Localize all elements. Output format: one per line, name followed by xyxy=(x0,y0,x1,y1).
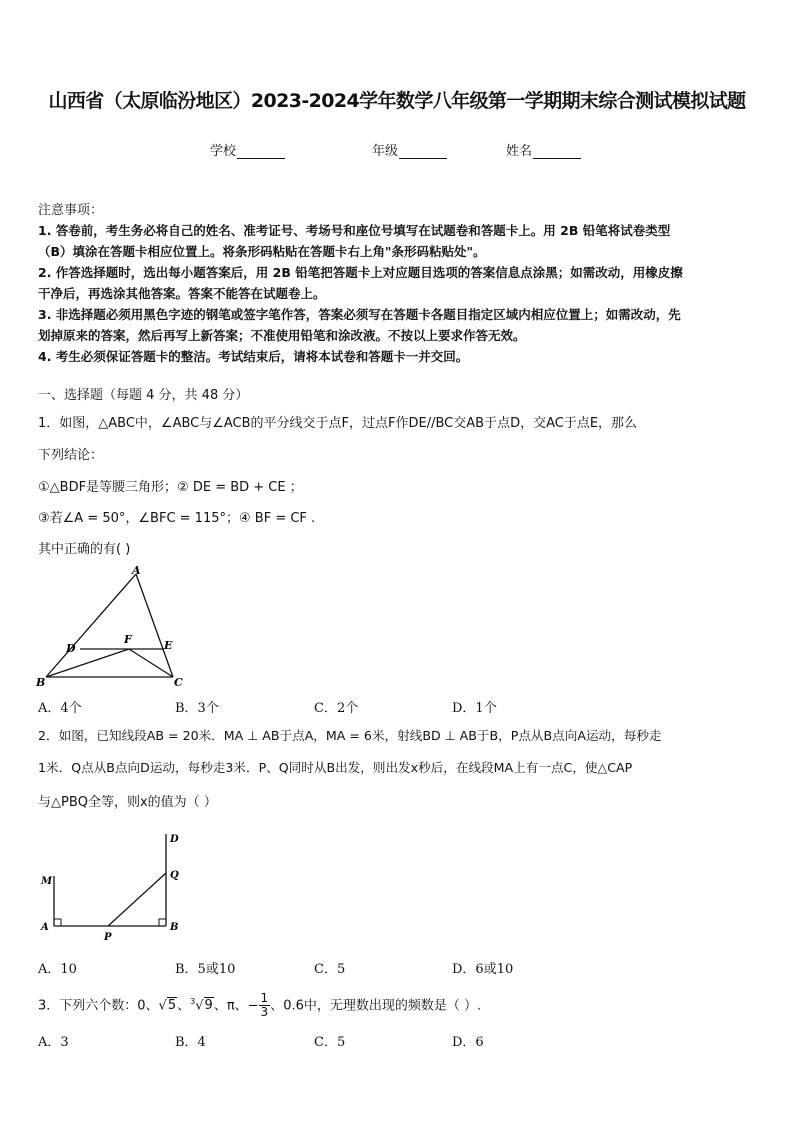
q1-option-c[interactable]: C．2个 xyxy=(314,701,359,716)
name-blank xyxy=(533,144,581,159)
q3-sep-3: 、 xyxy=(270,998,284,1014)
notice-item-3b: 划掉原来的答案，然后再写上新答案；不准使用铅笔和涂改液。不按以上要求作答无效。 xyxy=(38,328,526,343)
q2-label-q: Q xyxy=(170,870,179,881)
q3-cbrt-9: 9 xyxy=(204,998,213,1014)
notice-item-3a: 3. 非选择题必须用黑色字迹的钢笔或签字笔作答，答案必须写在答题卡各题目指定区域内相应位置上；如需改动，先 xyxy=(38,307,681,322)
q1-option-a[interactable]: A．4个 xyxy=(38,701,82,716)
q2-label-d: D xyxy=(170,834,179,845)
grade-field xyxy=(372,140,447,159)
cube-root-icon: √ xyxy=(195,998,204,1014)
q2-option-a[interactable]: A．10 xyxy=(38,962,77,977)
q1-line-5: 其中正确的有( ) xyxy=(38,542,131,557)
q1-line-4: ③若∠A = 50°，∠BFC = 115°；④ BF = CF . xyxy=(38,511,316,526)
q1-option-d[interactable]: D．1个 xyxy=(452,701,497,716)
section-heading: 一、选择题（每题 4 分，共 48 分） xyxy=(38,388,249,403)
q3-sep-1: 、 xyxy=(177,998,191,1014)
name-field xyxy=(506,140,581,159)
q3-option-a[interactable]: A．3 xyxy=(38,1035,69,1050)
q1-line-2: 下列结论： xyxy=(38,448,104,463)
notice-item-2b: 干净后，再选涂其他答案。答案不能答在试题卷上。 xyxy=(38,286,326,301)
q1-label-e: E xyxy=(164,639,173,652)
q3-decimal: 0.6 xyxy=(283,998,304,1014)
q2-line-3: 与△PBQ全等，则x的值为（ ） xyxy=(38,795,217,810)
q3-stem xyxy=(38,990,758,1019)
q2-label-b: B xyxy=(170,922,179,933)
q1-label-c: C xyxy=(174,676,183,689)
q1-label-b: B xyxy=(36,676,46,689)
q1-line-1: 1．如图，△ABC中，∠ABC与∠ACB的平分线交于点F，过点F作DE//BC交AB于点D，交AC于点E，那么 xyxy=(38,416,638,431)
q2-label-p: P xyxy=(104,932,112,943)
q1-label-a: A xyxy=(132,564,141,577)
q1-option-b[interactable]: B．3个 xyxy=(175,701,219,716)
notice-heading: 注意事项： xyxy=(38,203,104,218)
q3-option-c[interactable]: C．5 xyxy=(314,1035,346,1050)
q2-label-m: M xyxy=(41,876,53,887)
q3-root-index: 3 xyxy=(190,997,196,1006)
q3-option-b[interactable]: B．4 xyxy=(175,1035,206,1050)
school-label: 学校 xyxy=(210,144,237,159)
grade-label: 年级 xyxy=(372,144,399,159)
q3-fraction xyxy=(259,992,271,1019)
q1-segment-cf xyxy=(129,649,173,677)
q3-frac-num: 1 xyxy=(260,991,269,1006)
q1-line-3: ①△BDF是等腰三角形；② DE = BD + CE ； xyxy=(38,480,303,495)
q2-label-a: A xyxy=(41,922,49,933)
q1-label-f: F xyxy=(124,633,132,646)
notice-item-4: 4. 考生必须保证答题卡的整洁。考试结束后，请将本试卷和答题卡一并交回。 xyxy=(38,349,469,364)
q2-right-angle-a xyxy=(54,919,61,926)
q2-segment-figure xyxy=(36,828,196,946)
q2-option-d[interactable]: D．6或10 xyxy=(452,962,514,977)
sqrt-icon: √ xyxy=(158,998,167,1014)
q3-suffix: 中，无理数出现的频数是（ ）. xyxy=(303,998,482,1014)
q1-label-d: D xyxy=(66,642,76,655)
q2-option-b[interactable]: B．5或10 xyxy=(175,962,236,977)
school-blank xyxy=(237,144,285,159)
q3-frac-den: 3 xyxy=(260,1005,269,1020)
q2-line-2: 1米．Q点从B点向D运动，每秒走3米．P、Q同时从B出发，则出发x秒后，在线段MA上有一点C，使△CAP xyxy=(38,760,633,775)
school-field xyxy=(210,140,285,159)
q3-option-d[interactable]: D．6 xyxy=(452,1035,484,1050)
q1-triangle-figure xyxy=(36,562,196,692)
q2-right-angle-b xyxy=(159,919,166,926)
q3-sep-2: 、π、− xyxy=(213,998,259,1014)
q1-edge-ac xyxy=(136,574,173,677)
notice-item-2a: 2. 作答选择题时，选出每小题答案后，用 2B 铅笔把答题卡上对应题目选项的答案信息点涂黑；如需改动，用橡皮擦 xyxy=(38,265,683,280)
q3-sqrt-5: 5 xyxy=(167,998,177,1014)
q3-prefix: 3．下列六个数：0、 xyxy=(38,998,159,1014)
q2-line-1: 2．如图，已知线段AB = 20米．MA ⊥ AB于点A，MA = 6米，射线BD ⊥ AB于B，P点从B点向A运动，每秒走 xyxy=(38,728,662,743)
name-label: 姓名 xyxy=(506,144,533,159)
notice-item-1b: （B）填涂在答题卡相应位置上。将条形码粘贴在答题卡右上角"条形码粘贴处"。 xyxy=(38,244,486,259)
q2-option-c[interactable]: C．5 xyxy=(314,962,346,977)
grade-blank xyxy=(399,144,447,159)
q2-segment-pq xyxy=(108,873,166,926)
notice-item-1a: 1. 答卷前，考生务必将自己的姓名、准考证号、考场号和座位号填写在试题卷和答题卡上。用 2B 铅笔将试卷类型 xyxy=(38,223,671,238)
page-title: 山西省（太原临汾地区）2023-2024学年数学八年级第一学期期末综合测试模拟试题 xyxy=(48,90,746,112)
